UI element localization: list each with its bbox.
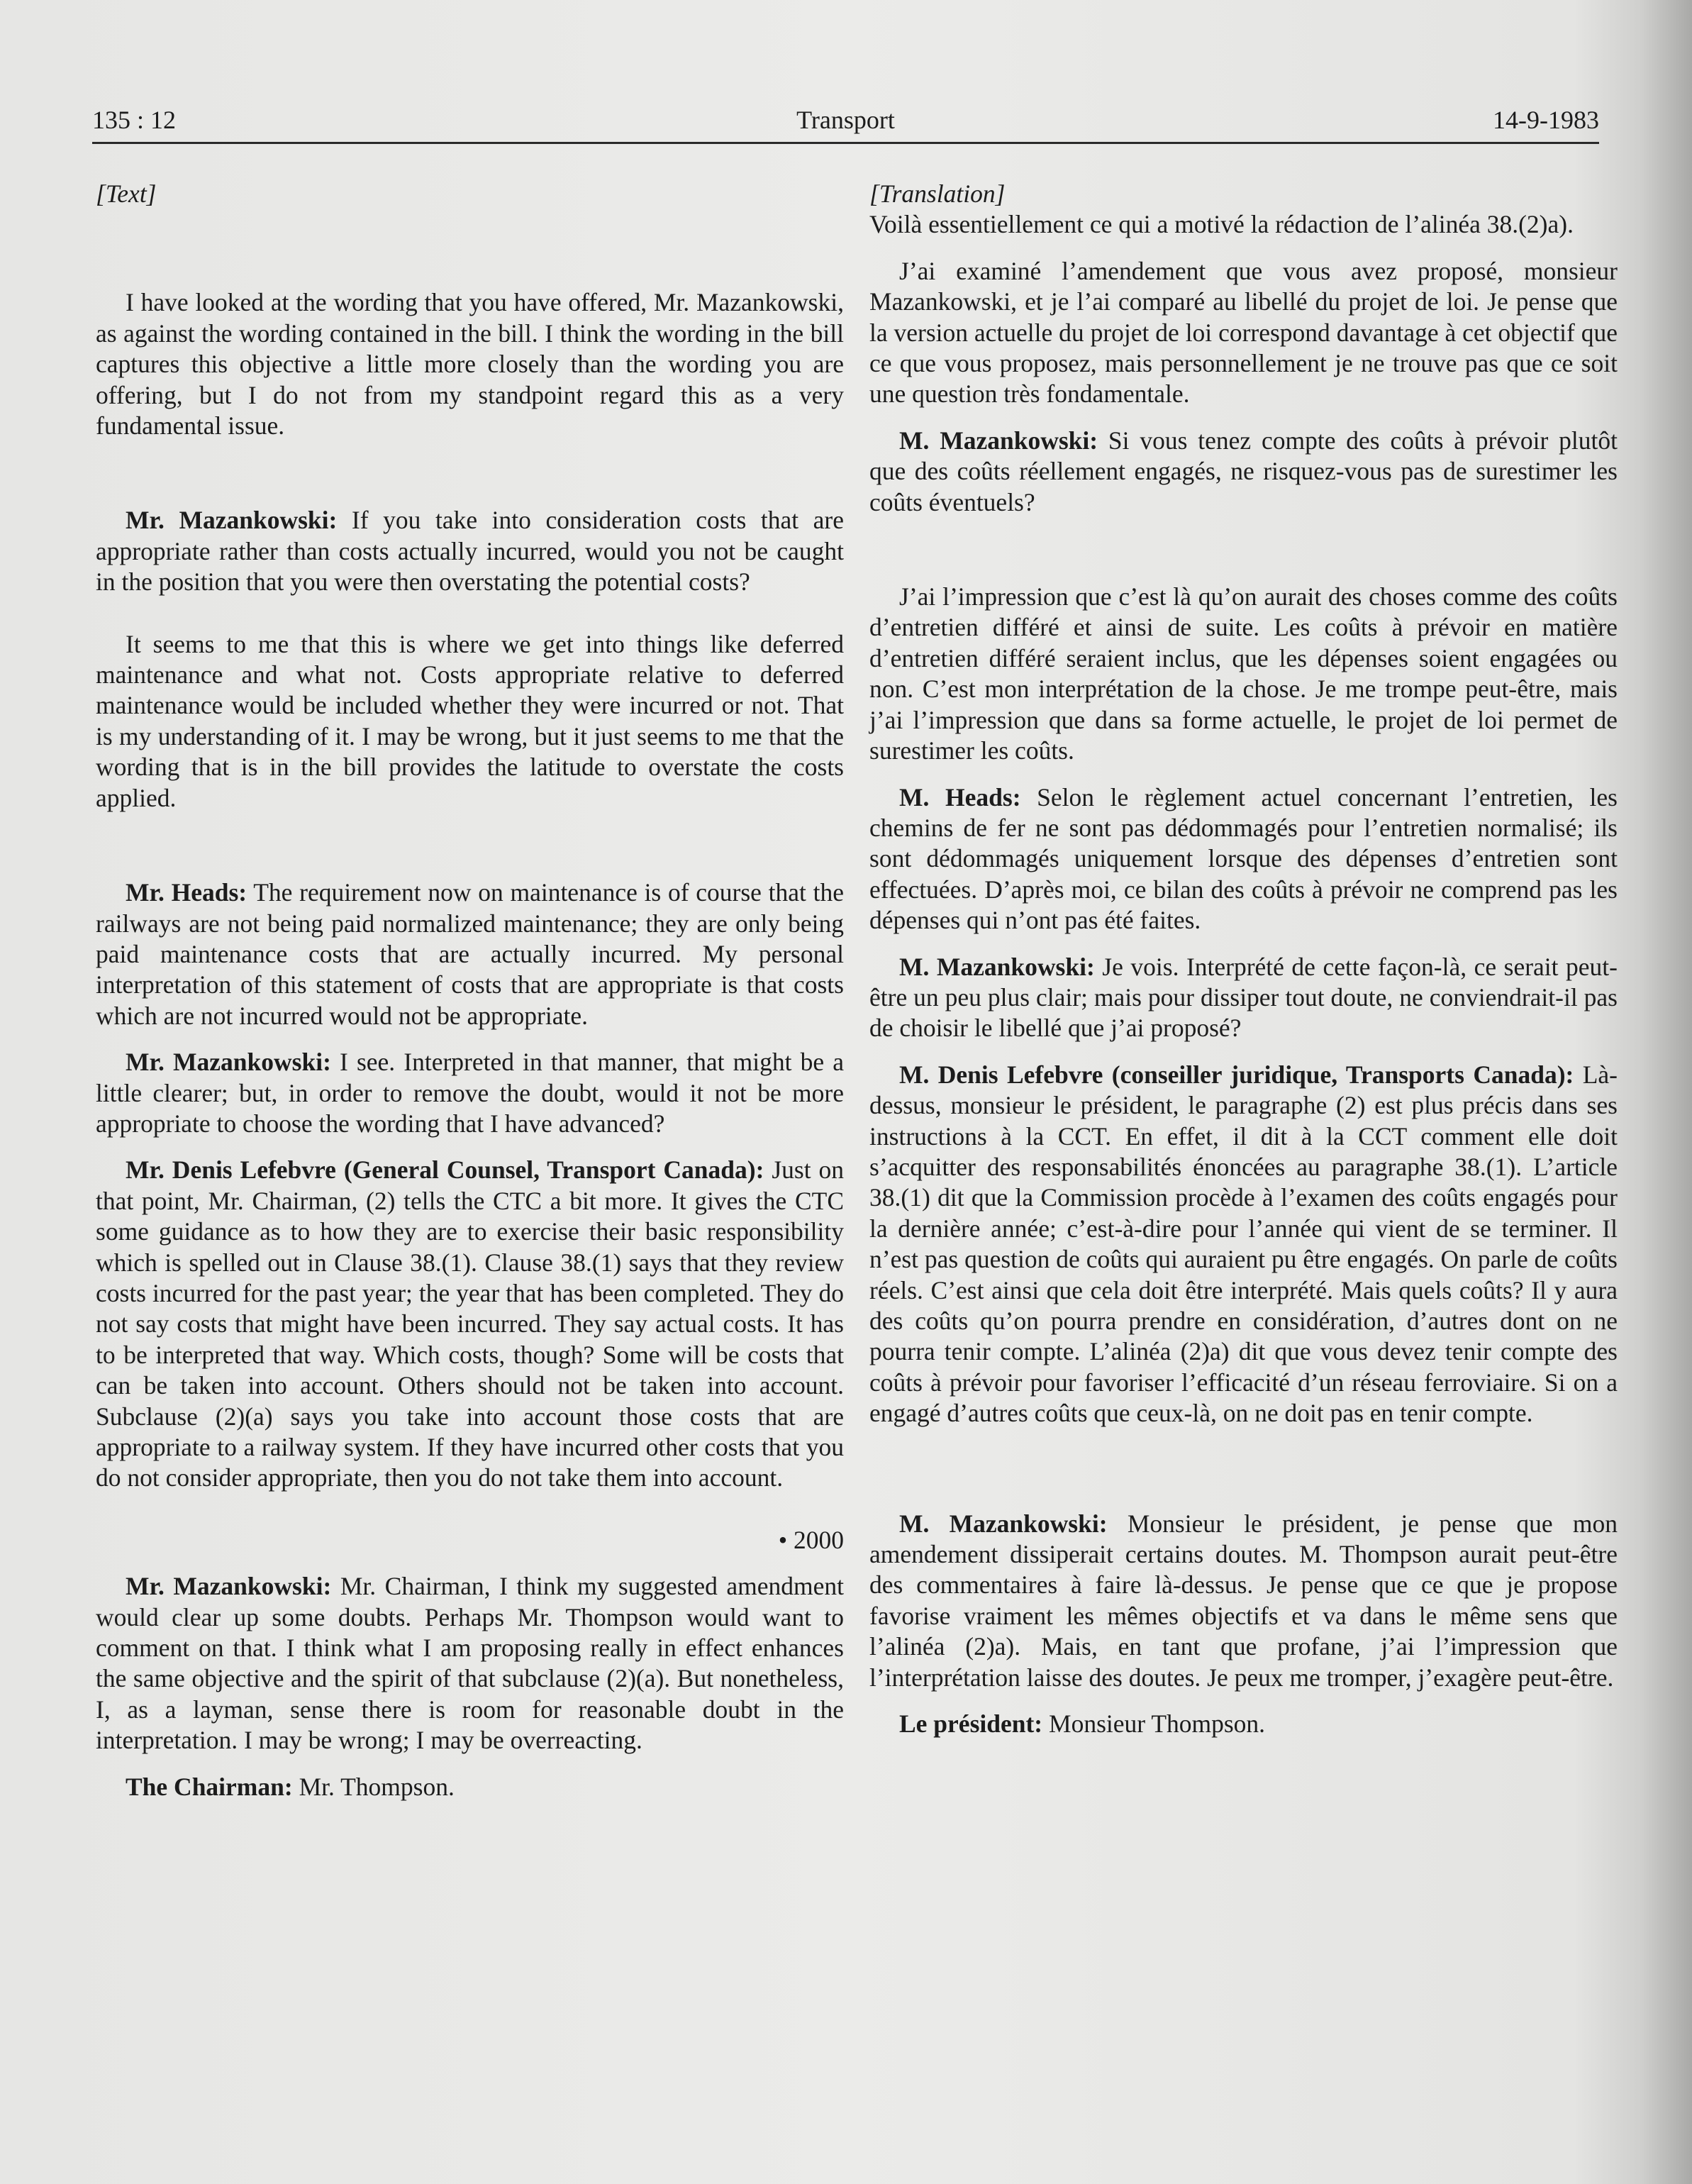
speech-text: Si vous tenez compte des coûts à prévoir plutôt que des coûts réellement engagés, ne risquez-vous pas de surestimer les coûts éventuels? xyxy=(869,426,1618,516)
speech-text: Mr. Chairman, I think my suggested amendment would clear up some doubts. Perhaps Mr. Thompson would want to comment on that. I think what I am proposing really in effect enhances the same objective and the spirit of that subclause (2)(a). But nonetheless, I, as a layman, sense there is room for reasonable doubt in the interpretation. I may be wrong; I may be overreacting. xyxy=(96,1572,844,1755)
paragraph xyxy=(96,1155,844,1493)
paragraph xyxy=(96,877,844,1031)
paragraph: Voilà essentiellement ce qui a motivé la rédaction de l’alinéa 38.(2)a). xyxy=(869,210,1574,239)
speaker-name: M. Denis Lefebvre (conseiller juridique, Transports Canada): xyxy=(899,1060,1574,1089)
page-date: 14-9-1983 xyxy=(1493,106,1599,134)
speaker-name: M. Mazankowski: xyxy=(899,1509,1108,1538)
speech-text: Je vois. Interprété de cette façon-là, ce serait peut-être un peu plus clair; mais pour dissiper tout doute, ne conviendrait-il pas de choisir le libellé que j’ai proposé? xyxy=(869,952,1618,1043)
paragraph xyxy=(869,1060,1618,1429)
page-number: 135 : 12 xyxy=(92,106,177,134)
paragraph xyxy=(96,1047,844,1139)
speaker-name: Mr. Mazankowski: xyxy=(126,1048,331,1077)
paragraph xyxy=(869,782,1618,936)
speech-text: Mr. Thompson. xyxy=(292,1772,455,1801)
speech-text: Monsieur Thompson. xyxy=(1042,1709,1266,1739)
paragraph: I have looked at the wording that you have offered, Mr. Mazankowski, as against the wording contained in the bill. I think the wording in the bill captures this objective a little more closely than the wording you are offering, but I do not from my standpoint regard this as a very fundamental issue. xyxy=(96,288,844,440)
paragraph: J’ai examiné l’amendement que vous avez proposé, monsieur Mazankowski, et je l’ai comparé au libellé du projet de loi. Je pense que la version actuelle du projet de loi correspond davantage à cet objectif que ce que vous proposez, mais personnellement je ne trouve pas que ce soit une question très fondamentale. xyxy=(869,256,1618,409)
speaker-name: M. Mazankowski: xyxy=(899,426,1098,455)
speaker-name: M. Heads: xyxy=(899,782,1021,811)
paragraph: J’ai l’impression que c’est là qu’on aurait des choses comme des coûts d’entretien différé et ainsi de suite. Les coûts à prévoir en matière d’entretien différé seraient inclus, que les dépenses soient engagées ou non. C’est mon interprétation de la chose. Je me trompe peut-être, mais j’ai l’impression que dans sa forme actuelle, le projet de loi permet de surestimer les coûts. xyxy=(869,582,1618,765)
speaker-name: Mr. Denis Lefebvre (General Counsel, Transport Canada): xyxy=(126,1155,764,1185)
paragraph xyxy=(96,1772,844,1802)
speaker-name: Le président: xyxy=(899,1709,1043,1739)
speaker-name: Mr. Heads: xyxy=(126,878,247,907)
speaker-name: M. Mazankowski: xyxy=(899,952,1095,981)
speech-text: Là-dessus, monsieur le président, le paragraphe (2) est plus précis dans ses instructions à la CCT. En effet, il dit à la CCT comment elle doit s’acquitter des responsabilités énoncées au paragraphe 38.(1). L’article 38.(1) dit que la Commission procède à l’examen des coûts engagés pour la dernière année; c’est-à-dire pour l’année qui vient de se terminer. Il n’est pas question de coûts qui auraient pu être engagés. On parle de coûts réels. C’est ainsi que cela doit être interprété. Mais quels coûts? Il y aura des coûts qu’on pourra prendre en considération, d’autres dont on ne pourra tenir compte. L’alinéa (2)a) dit que vous devez tenir compte des coûts à prévoir pour favoriser l’efficacité d’un réseau ferroviaire. Si on a engagé d’autres coûts que ceux-là, on ne doit pas en tenir compte. xyxy=(869,1060,1618,1428)
french-column xyxy=(869,179,1618,1739)
paragraph xyxy=(869,426,1618,518)
speech-text: I see. Interpreted in that manner, that might be a little clearer; but, in order to remove the doubt, would it not be more appropriate to choose the wording that I have advanced? xyxy=(96,1048,844,1138)
time-marker: • 2000 xyxy=(778,1525,844,1554)
paragraph xyxy=(869,1709,1618,1739)
paragraph xyxy=(96,1571,844,1756)
header-rule xyxy=(92,142,1599,144)
paragraph: It seems to me that this is where we get into things like deferred maintenance and what not. Costs appropriate relative to deferred maintenance would be included whether they were incurred or not. That is my understanding of it. I may be wrong, but it just seems to me that the wording that is in the bill provides the latitude to overstate the costs applied. xyxy=(96,629,844,812)
speech-text: Selon le règlement actuel concernant l’entretien, les chemins de fer ne sont pas dédommagés pour l’entretien normalisé; ils sont dédommagés uniquement lorsque des dépenses d’entretien sont effectuées. D’après moi, ce bilan des coûts à prévoir ne comprend pas les dépenses qui n’ont pas été faites. xyxy=(869,782,1618,935)
speech-text: Just on that point, Mr. Chairman, (2) tells the CTC a bit more. It gives the CTC some guidance as to how they are to exercise their basic responsibility which is spelled out in Clause 38.(1). Clause 38.(1) says that they review costs incurred for the past year; the year that has been completed. They do not say costs that might have been incurred. They say actual costs. It has to be interpreted that way. Which costs, though? Some will be costs that can be taken into account. Others should not be taken into account. Subclause (2)(a) says you take into account those costs that are appropriate to a railway system. If they have incurred other costs that you do not consider appropriate, then you do not take them into account. xyxy=(96,1155,844,1492)
speaker-name: The Chairman: xyxy=(126,1772,293,1801)
paragraph xyxy=(869,1509,1618,1693)
paragraph xyxy=(869,952,1618,1044)
speech-text: The requirement now on maintenance is of course that the railways are not being paid normalized maintenance; they are only being paid maintenance costs that are actually incurred. My personal interpretation of this statement of costs that are appropriate is that costs which are not incurred would not be appropriate. xyxy=(96,878,844,1030)
publication-title: Transport xyxy=(796,106,895,134)
speech-text: Monsieur le président, je pense que mon amendement dissiperait certains doutes. M. Thompson aurait peut-être des commentaires à faire là-dessus. Je pense que ce que je propose favorise vraiment les mêmes objectifs et va dans le même sens que l’alinéa (2)a). Mais, en tant que profane, j’ai l’impression que l’interprétation laisse des doutes. Je peux me tromper, j’exagère peut-être. xyxy=(869,1509,1618,1692)
page-header xyxy=(92,105,1599,142)
speaker-name: Mr. Mazankowski: xyxy=(126,1572,332,1601)
paragraph xyxy=(96,505,844,597)
english-column xyxy=(96,179,844,1802)
speech-text: If you take into consideration costs that are appropriate rather than costs actually incurred, would you not be caught in the position that you were then overstating the potential costs? xyxy=(96,506,845,597)
speaker-name: Mr. Mazankowski: xyxy=(126,506,338,535)
text-label: [Text] xyxy=(96,179,157,208)
translation-label: [Translation] xyxy=(869,179,1006,208)
